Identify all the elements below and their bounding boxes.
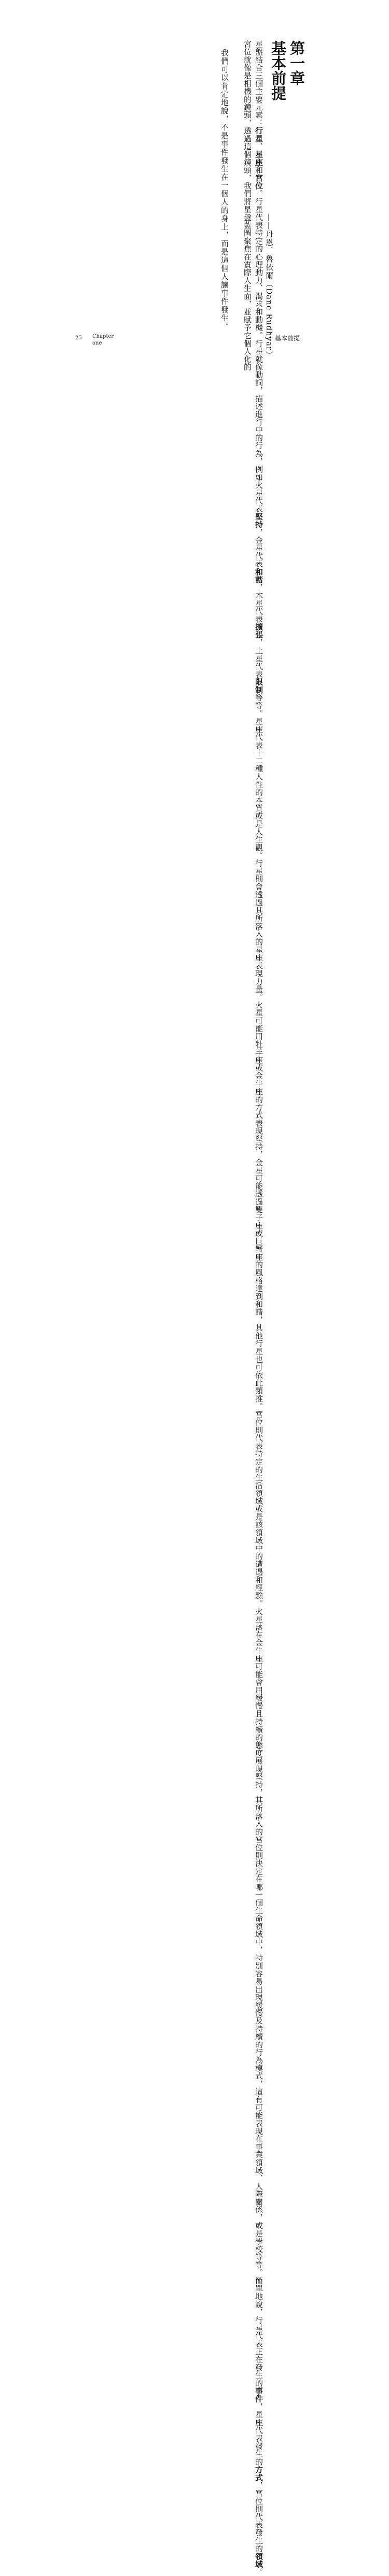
text-run: ，木星代表 — [254, 583, 263, 623]
term-event: 事件 — [254, 2386, 263, 2403]
body-text — [242, 32, 265, 2576]
text-run: ，星座代表發生的 — [254, 2402, 263, 2466]
term-house: 宮位 — [254, 174, 263, 190]
term-domain: 領域 — [254, 2552, 263, 2568]
epigraph-quote: 我們可以肯定地說，不是事件發生在一個人的身上，而是這個人讓事件發生。 — [220, 49, 229, 331]
term-restrict: 限制 — [254, 678, 263, 694]
chapter-label: Chapter one — [92, 334, 114, 346]
text-run: 、 — [254, 142, 263, 151]
text-run: ，金星代表 — [254, 528, 263, 568]
term-assert: 堅持 — [254, 512, 263, 528]
text-run: 。行星代表特定的心理動力、渴求和動機。行星就像動詞，描述進行中的行為，例如火星代表 — [254, 190, 263, 513]
epigraph-attribution: ——丹恩．魯依爾（Dane Rudhyar） — [265, 213, 274, 360]
term-sign: 星座 — [254, 150, 263, 166]
term-expand: 擴張 — [254, 623, 263, 639]
page-number: 25 — [75, 335, 82, 341]
chapter-heading — [269, 40, 306, 175]
text-run: 和 — [254, 166, 263, 174]
term-harmony: 和諧 — [254, 567, 263, 584]
term-planet: 行星 — [254, 126, 263, 142]
running-title: 基本前提 — [275, 335, 300, 342]
text-run: ，宮位則代表發生的 — [254, 2481, 263, 2553]
text-run: 星盤結合三個主要元素： — [254, 32, 263, 127]
chapter-number: 第一章 — [288, 40, 305, 85]
text-run: 。 — [254, 2568, 263, 2576]
text-run: ，土星代表 — [254, 638, 263, 678]
text-run: 等等。星座代表十二種人性的本質或是人生觀。行星則會透過其所落入的星座表現力量。火星可能用牡羊座或金牛座的方式表現堅持，金星可能透過雙子座或巨蟹座的風格達到和諧，其他行星也可依此類推。宮位則代表特定的生活領域或是該領域中的遭遇和經驗。火星落在金牛座可能會用緩慢且持續的態度展現堅持，其所落入的宮位則決定在哪一個生命領域中，特別容易出現緩慢及持續的行為模式，這有可能表現在事業領域、人際關係，或是學校等等。簡單地說，行星代表正在發生的 — [254, 693, 263, 2387]
paragraph-1 — [254, 32, 263, 2576]
chapter-title: 基本前提 — [269, 40, 287, 101]
term-manner: 方式 — [254, 2465, 263, 2482]
paragraph-2: 宮位就像是相機的鏡頭，透過這個鏡頭，我們將星盤藍圖聚焦在實際人生面，並賦予它個人化的 — [243, 32, 252, 371]
